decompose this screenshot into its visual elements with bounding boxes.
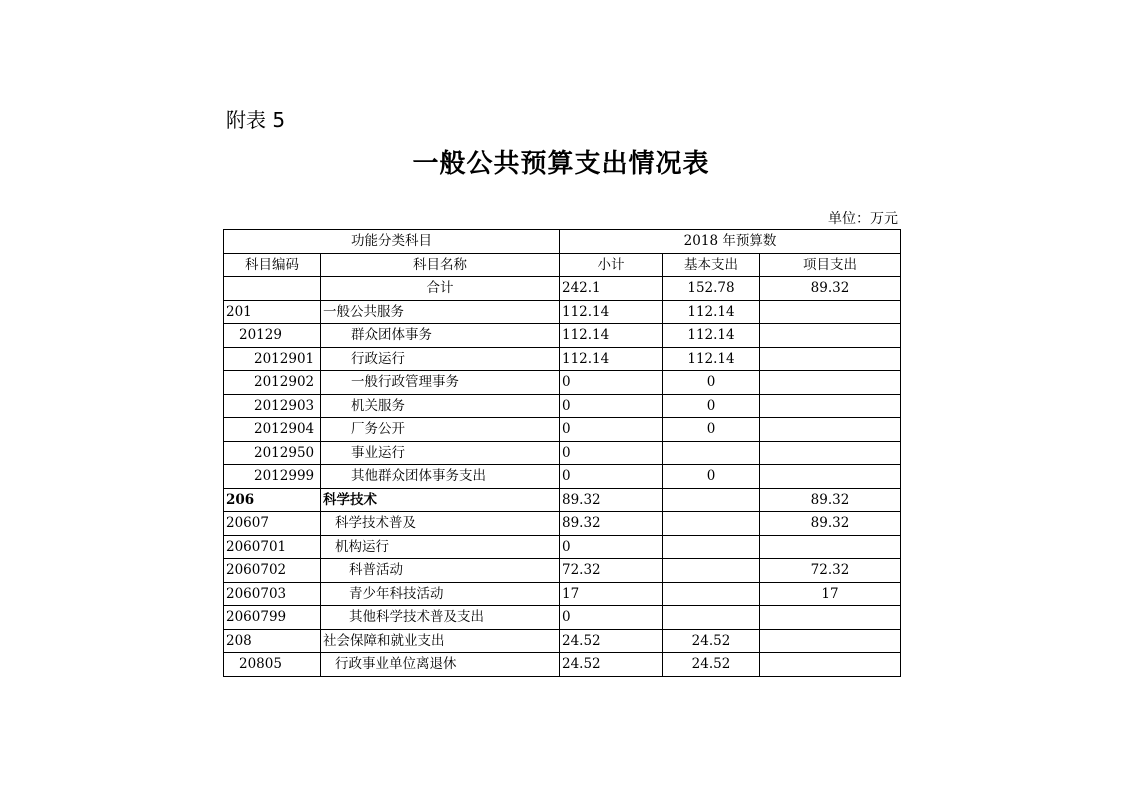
row-project: 72.32: [760, 559, 901, 583]
row-code: 2012903: [224, 394, 321, 418]
row-name: 事业运行: [321, 441, 560, 465]
row-basic: [663, 488, 760, 512]
table-row: [224, 488, 901, 512]
row-code: 2060799: [224, 606, 321, 630]
table-row: [224, 371, 901, 395]
total-basic: 152.78: [663, 277, 760, 301]
table-row: [224, 559, 901, 583]
row-subtotal: 112.14: [560, 300, 663, 324]
row-code: 2012999: [224, 465, 321, 489]
row-code: 2012901: [224, 347, 321, 371]
row-basic: [663, 512, 760, 536]
row-name: 科学技术普及: [321, 512, 560, 536]
header-project: 项目支出: [760, 253, 901, 277]
unit-label: 单位：万元: [828, 211, 898, 227]
row-project: 17: [760, 582, 901, 606]
table-row: [224, 582, 901, 606]
row-subtotal: 17: [560, 582, 663, 606]
row-basic: 112.14: [663, 347, 760, 371]
row-project: 89.32: [760, 512, 901, 536]
row-project: [760, 347, 901, 371]
total-code-cell: [224, 277, 321, 301]
row-basic: [663, 559, 760, 583]
row-name: 科普活动: [321, 559, 560, 583]
row-project: [760, 653, 901, 677]
table-row: [224, 606, 901, 630]
page-title: 一般公共预算支出情况表: [412, 149, 710, 179]
row-code: 201: [224, 300, 321, 324]
row-subtotal: 0: [560, 535, 663, 559]
row-name: 社会保障和就业支出: [321, 629, 560, 653]
row-name: 一般公共服务: [321, 300, 560, 324]
row-name: 青少年科技活动: [321, 582, 560, 606]
row-name: 一般行政管理事务: [321, 371, 560, 395]
header-column-row: [224, 253, 901, 277]
row-code: 2060703: [224, 582, 321, 606]
header-name: 科目名称: [321, 253, 560, 277]
row-project: [760, 441, 901, 465]
row-project: [760, 418, 901, 442]
table-row: [224, 418, 901, 442]
row-name: 群众团体事务: [321, 324, 560, 348]
budget-table: [223, 229, 901, 677]
row-project: [760, 371, 901, 395]
header-group-row: [224, 230, 901, 254]
row-code: 2060701: [224, 535, 321, 559]
row-code: 2060702: [224, 559, 321, 583]
row-code: 208: [224, 629, 321, 653]
row-project: [760, 629, 901, 653]
total-subtotal: 242.1: [560, 277, 663, 301]
row-subtotal: 0: [560, 394, 663, 418]
table-row: [224, 465, 901, 489]
row-basic: 112.14: [663, 324, 760, 348]
row-basic: 0: [663, 418, 760, 442]
row-project: [760, 394, 901, 418]
table-row: [224, 300, 901, 324]
row-name: 其他群众团体事务支出: [321, 465, 560, 489]
total-row: [224, 277, 901, 301]
row-name: 机关服务: [321, 394, 560, 418]
row-subtotal: 0: [560, 465, 663, 489]
row-basic: 112.14: [663, 300, 760, 324]
row-project: [760, 300, 901, 324]
row-basic: [663, 441, 760, 465]
row-code: 20607: [224, 512, 321, 536]
row-basic: [663, 582, 760, 606]
total-project: 89.32: [760, 277, 901, 301]
row-project: [760, 535, 901, 559]
row-subtotal: 0: [560, 606, 663, 630]
header-subtotal: 小计: [560, 253, 663, 277]
header-basic: 基本支出: [663, 253, 760, 277]
row-subtotal: 0: [560, 418, 663, 442]
table-row: [224, 394, 901, 418]
row-code: 2012904: [224, 418, 321, 442]
row-subtotal: 24.52: [560, 629, 663, 653]
row-code: 206: [224, 488, 321, 512]
table-row: [224, 324, 901, 348]
row-name: 其他科学技术普及支出: [321, 606, 560, 630]
row-name: 机构运行: [321, 535, 560, 559]
row-subtotal: 112.14: [560, 347, 663, 371]
row-code: 2012902: [224, 371, 321, 395]
row-subtotal: 89.32: [560, 512, 663, 536]
row-basic: 0: [663, 394, 760, 418]
table-row: [224, 347, 901, 371]
row-code: 20129: [224, 324, 321, 348]
row-project: [760, 324, 901, 348]
row-basic: [663, 606, 760, 630]
row-basic: [663, 535, 760, 559]
row-basic: 0: [663, 371, 760, 395]
row-subtotal: 112.14: [560, 324, 663, 348]
table-row: [224, 535, 901, 559]
row-project: [760, 465, 901, 489]
row-subtotal: 0: [560, 371, 663, 395]
row-name: 厂务公开: [321, 418, 560, 442]
row-basic: 0: [663, 465, 760, 489]
header-budget-year: 2018 年预算数: [560, 230, 901, 254]
table-row: [224, 512, 901, 536]
row-basic: 24.52: [663, 629, 760, 653]
row-subtotal: 72.32: [560, 559, 663, 583]
row-code: 20805: [224, 653, 321, 677]
row-name: 科学技术: [321, 488, 560, 512]
appendix-label: 附表 5: [226, 108, 286, 132]
row-project: 89.32: [760, 488, 901, 512]
row-subtotal: 24.52: [560, 653, 663, 677]
table-row: [224, 653, 901, 677]
row-code: 2012950: [224, 441, 321, 465]
row-subtotal: 0: [560, 441, 663, 465]
row-name: 行政事业单位离退休: [321, 653, 560, 677]
row-basic: 24.52: [663, 653, 760, 677]
total-label: 合计: [321, 277, 560, 301]
table-row: [224, 441, 901, 465]
row-subtotal: 89.32: [560, 488, 663, 512]
row-project: [760, 606, 901, 630]
header-functional-category: 功能分类科目: [224, 230, 560, 254]
table-row: [224, 629, 901, 653]
header-code: 科目编码: [224, 253, 321, 277]
row-name: 行政运行: [321, 347, 560, 371]
